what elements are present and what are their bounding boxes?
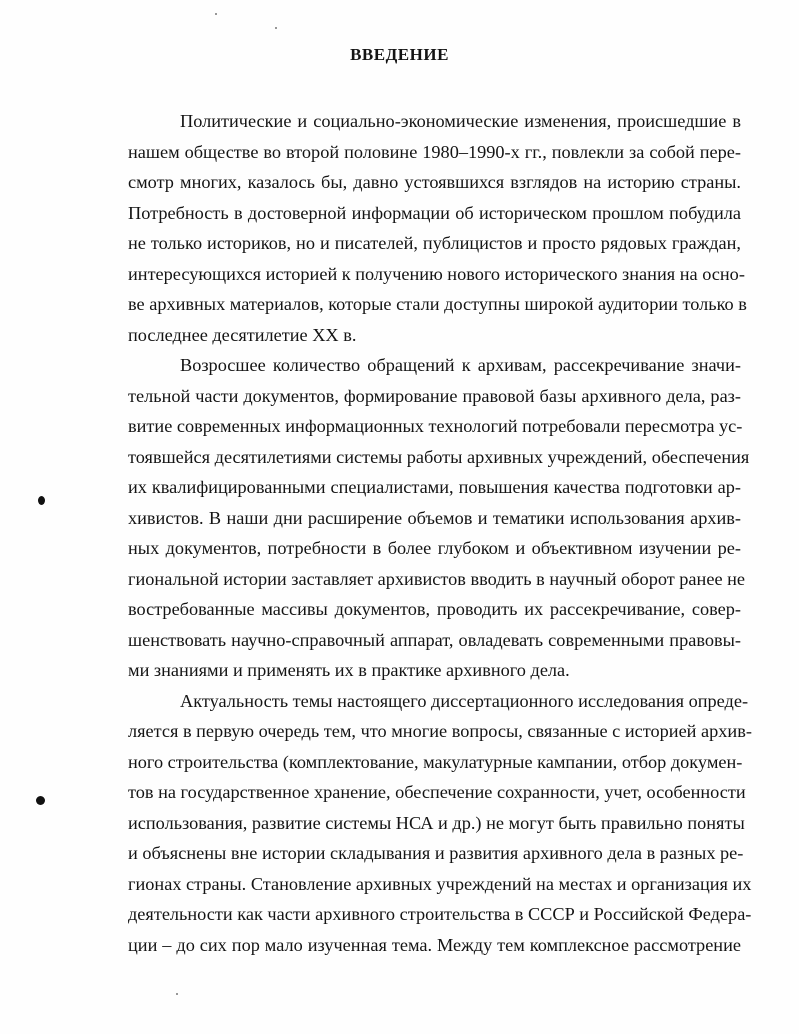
text-line: тов на государственное хранение, обеспечение сохранности, учет, особенности bbox=[128, 782, 746, 802]
scan-blot bbox=[38, 496, 45, 505]
text-line: не только историков, но и писателей, публицистов и просто рядовых граждан, bbox=[128, 233, 741, 253]
paragraph-3 bbox=[128, 686, 752, 961]
text-line: ми знаниями и применять их в практике архивного дела. bbox=[128, 660, 570, 680]
text-line: интересующихся историей к получению нового исторического знания на осно- bbox=[128, 263, 745, 284]
text-line: Политические и социально-экономические изменения, происшедшие в bbox=[180, 111, 741, 131]
paragraph-2 bbox=[128, 350, 750, 686]
scan-speck bbox=[176, 993, 178, 995]
text-line: ного строительства (комплектование, макулатурные кампании, отбор докумен- bbox=[128, 751, 743, 772]
text-line: Потребность в достоверной информации об историческом прошлом побудила bbox=[128, 202, 741, 223]
text-line: последнее десятилетие XX в. bbox=[128, 324, 357, 345]
scan-speck bbox=[275, 27, 277, 29]
text-line: гионах страны. Становление архивных учреждений на местах и организация их bbox=[128, 873, 752, 894]
text-line: нашем обществе во второй половине 1980–1990-х гг., повлекли за собой пере- bbox=[128, 141, 741, 162]
scan-blot bbox=[36, 796, 45, 805]
text-line: ных документов, потребности в более глубоком и объективном изучении ре- bbox=[128, 538, 741, 558]
text-line: смотр многих, казалось бы, давно устоявшихся взглядов на историю страны. bbox=[128, 172, 741, 192]
text-line: хивистов. В наши дни расширение объемов и тематики использования архив- bbox=[128, 507, 741, 528]
text-line: ве архивных материалов, которые стали доступны широкой аудитории только в bbox=[128, 294, 747, 314]
text-line: их квалифицированными специалистами, повышения качества подготовки ар- bbox=[128, 477, 741, 497]
text-line: и объяснены вне истории складывания и развития архивного дела в разных ре- bbox=[128, 843, 744, 863]
text-line: использования, развитие системы НСА и др.) не могут быть правильно поняты bbox=[128, 812, 745, 833]
text-line: Актуальность темы настоящего диссертационного исследования опреде- bbox=[180, 690, 749, 711]
text-line: ляется в первую очередь тем, что многие вопросы, связанные с историей архив- bbox=[128, 721, 752, 741]
text-line: шенствовать научно-справочный аппарат, овладевать современными правовы- bbox=[128, 629, 741, 650]
scan-speck bbox=[215, 13, 217, 15]
document-body bbox=[128, 106, 752, 960]
text-line: Возросшее количество обращений к архивам, рассекречивание значи- bbox=[180, 355, 741, 375]
text-line: востребованные массивы документов, проводить их рассекречивание, совер- bbox=[128, 599, 741, 619]
text-line: ции – до сих пор мало изученная тема. Между тем комплексное рассмотрение bbox=[128, 934, 741, 955]
text-line: тоявшейся десятилетиями системы работы архивных учреждений, обеспечения bbox=[128, 446, 750, 467]
page-title: ВВЕДЕНИЕ bbox=[350, 45, 449, 64]
text-line: тельной части документов, формирование правовой базы архивного дела, раз- bbox=[128, 385, 741, 406]
text-line: витие современных информационных технологий потребовали пересмотра ус- bbox=[128, 416, 743, 436]
text-line: гиональной истории заставляет архивистов вводить в научный оборот ранее не bbox=[128, 568, 746, 589]
text-line: деятельности как части архивного строительства в СССР и Российской Федера- bbox=[128, 904, 752, 924]
paragraph-1 bbox=[128, 106, 747, 350]
